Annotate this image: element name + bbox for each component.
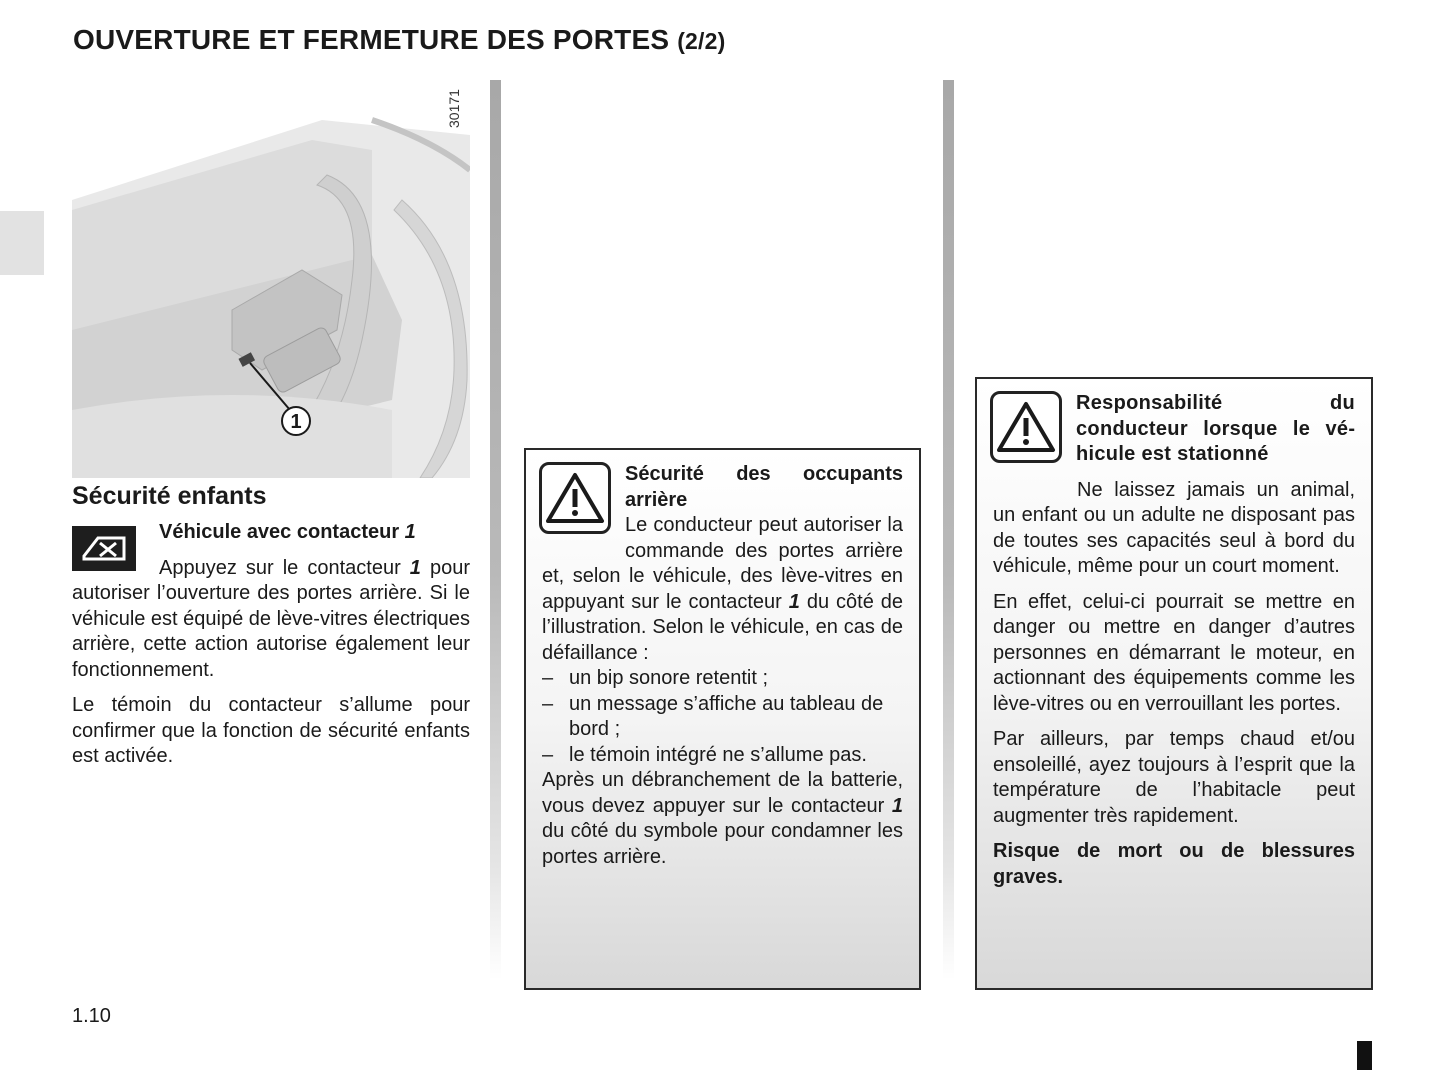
column-divider-2 — [943, 80, 954, 980]
illustration-ref: 30171 — [446, 89, 462, 128]
switch-subheading: Véhicule avec contacteur 1 — [159, 521, 416, 543]
warning-triangle-icon — [990, 391, 1062, 463]
warning-heading: Responsabilité du conducteur lorsque le véhicule est stationné — [1076, 392, 1355, 465]
page-corner-marker — [1357, 1041, 1372, 1070]
page-title-suffix: (2/2) — [677, 28, 726, 54]
warning-paragraph-4: Risque de mort ou de blessures graves. — [993, 840, 1355, 888]
warning-paragraph-1: Le conducteur peut autoriser la commande des portes arrière et, selon le véhicule, des lève-vitres en appuyant sur le contacteur 1 du côté de l’illustration. Selon le véhicule, en cas de défaillance : — [542, 514, 904, 664]
page-number: 1.10 — [72, 1005, 111, 1027]
child-safety-section — [72, 482, 470, 780]
warning-paragraph-2: En effet, celui-ci pourrait se mettre en danger ou mettre en danger d’autres personnes en démarrant le moteur, en actionnant des équipements comme les lève-vitres ou en verrouillant les portes. — [993, 590, 1355, 715]
list-item: – le témoin intégré ne s’allume pas. — [542, 743, 867, 766]
section-tab — [0, 211, 44, 275]
warning-heading: Sécurité des occupants arrière — [625, 463, 903, 511]
door-panel-illustration — [72, 80, 470, 478]
child-lock-icon — [72, 526, 136, 571]
page-title: OUVERTURE ET FERMETURE DES PORTES (2/2) — [73, 24, 726, 55]
callout-label: 1 — [290, 411, 302, 433]
warning-paragraph-1: Ne laissez jamais un animal, un enfant ou un adulte ne disposant pas de toutes ses capacités seul à bord du véhicule, même pour un court moment. — [993, 478, 1355, 577]
warning-paragraph-3: Par ailleurs, par temps chaud et/ou ensoleillé, ayez toujours à l’esprit que la température de l’habitacle peut augmenter très rapidement. — [993, 728, 1355, 827]
child-safety-paragraph-2: Le témoin du contacteur s’allume pour confirmer que la fonction de sécurité enfants est activée. — [72, 694, 470, 767]
warning-triangle-icon — [539, 462, 611, 534]
warning-paragraph-2: Après un débranchement de la batterie, vous devez appuyer sur le contacteur 1 du côté du symbole pour condamner les portes arrière. — [542, 769, 903, 868]
list-item: – un bip sonore retentit ; — [542, 667, 769, 689]
column-divider-1 — [490, 80, 501, 980]
rear-occupants-warning-box — [524, 448, 921, 990]
list-item: – un message s’affiche au tableau de bord ; — [542, 692, 884, 740]
driver-responsibility-warning-box — [975, 377, 1373, 990]
section-heading: Sécurité enfants — [72, 482, 267, 510]
child-safety-paragraph-1: Appuyez sur le contacteur 1 pour autoriser l’ouverture des portes arrière. Si le véhicule est équipé de lève-vitres électriques arrière, cette action autorise également leur fonctionnement. — [72, 556, 471, 681]
